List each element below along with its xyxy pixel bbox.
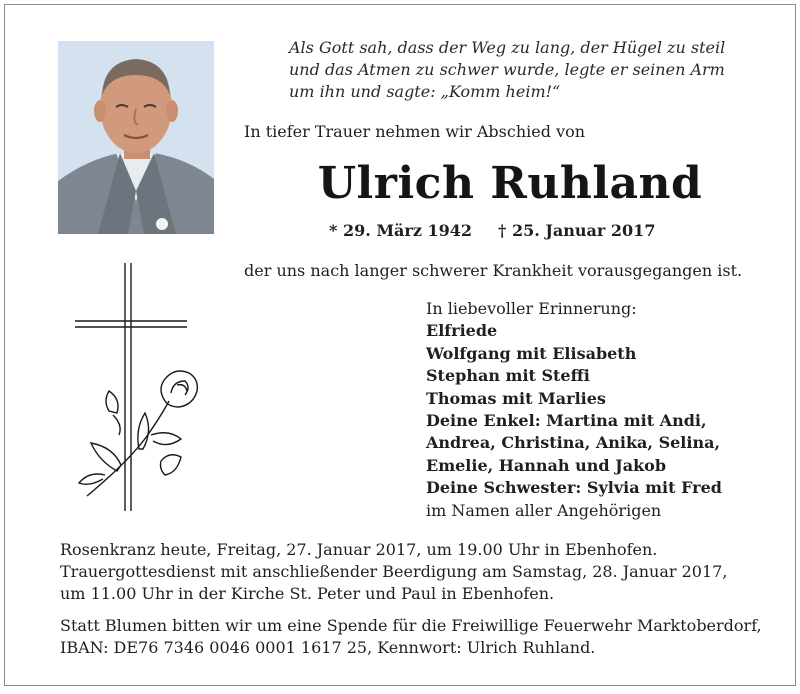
family-line: Wolfgang mit Elisabeth <box>426 343 637 363</box>
family-line: Elfriede <box>426 321 498 341</box>
rosary-line: Rosenkranz heute, Freitag, 27. Januar 2017, um 19.00 Uhr in Ebenhofen. <box>60 540 658 559</box>
family-line: Deine Schwester: Sylvia mit Fred <box>426 478 722 498</box>
cross-with-rose-icon <box>69 261 219 516</box>
family-line: Stephan mit Steffi <box>426 366 590 386</box>
iban-line: IBAN: DE76 7346 0046 0001 1617 25, Kennwort: Ulrich Ruhland. <box>60 638 596 657</box>
obituary-notice <box>4 4 796 686</box>
after-text: der uns nach langer schwerer Krankheit vorausgegangen ist. <box>244 261 743 280</box>
family-list <box>426 298 722 522</box>
birth-date: * 29. März 1942 <box>329 221 473 240</box>
quote <box>289 37 789 103</box>
service-details <box>60 539 762 659</box>
family-line: Emelie, Hannah und Jakob <box>426 455 667 475</box>
funeral-line-continued: um 11.00 Uhr in der Kirche St. Peter und Paul in Ebenhofen. <box>60 584 555 603</box>
quote-line: um ihn und sagte: „Komm heim!“ <box>289 82 561 101</box>
deceased-name: Ulrich Ruhland <box>317 158 703 209</box>
death-date: † 25. Januar 2017 <box>498 221 656 240</box>
family-heading: In liebevoller Erinnerung: <box>426 299 637 318</box>
intro-text: In tiefer Trauer nehmen wir Abschied von <box>244 122 586 141</box>
donation-line: Statt Blumen bitten wir um eine Spende für die Freiwillige Feuerwehr Marktoberdorf, <box>60 616 762 635</box>
funeral-line: Trauergottesdienst mit anschließender Beerdigung am Samstag, 28. Januar 2017, <box>60 562 728 581</box>
quote-line: Als Gott sah, dass der Weg zu lang, der Hügel zu steil <box>289 38 726 57</box>
family-line: Andrea, Christina, Anika, Selina, <box>426 433 721 453</box>
family-line: Deine Enkel: Martina mit Andi, <box>426 411 707 431</box>
portrait-photo <box>58 41 214 234</box>
family-closing: im Namen aller Angehörigen <box>426 500 662 520</box>
quote-line: und das Atmen zu schwer wurde, legte er seinen Arm <box>289 60 725 79</box>
family-line: Thomas mit Marlies <box>426 388 606 408</box>
